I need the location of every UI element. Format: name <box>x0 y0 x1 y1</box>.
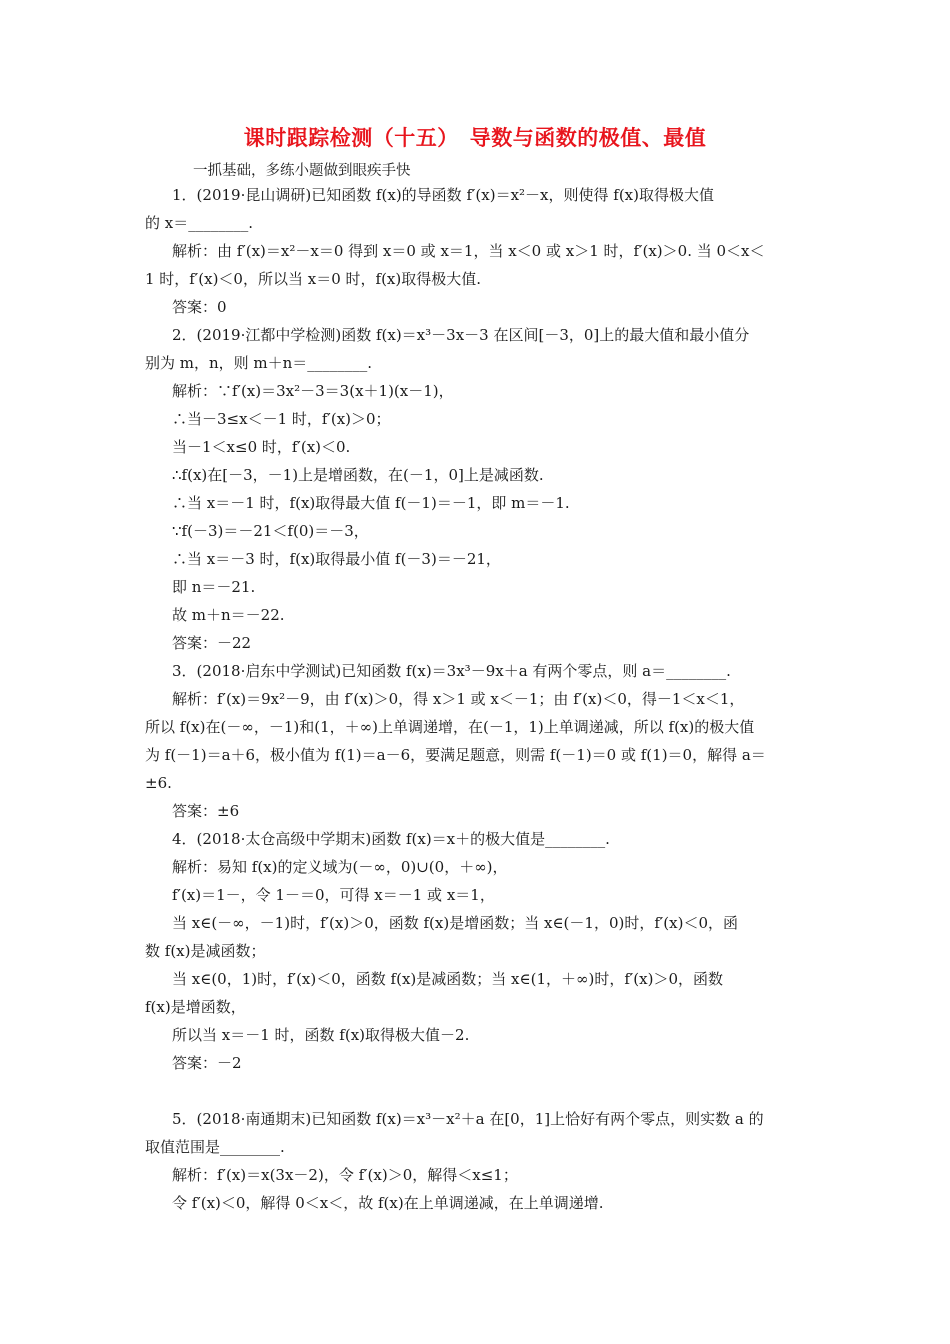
question-1-line-1: 1．(2019·昆山调研)已知函数 f(x)的导函数 f′(x)＝x²－x，则使得 f(x)取得极大值 <box>172 186 714 204</box>
page-title: 课时跟踪检测（十五） 导数与函数的极值、最值 <box>243 126 707 150</box>
question-5-line-2: 取值范围是________. <box>145 1138 285 1156</box>
solution-2-line-1: 解析：∵f′(x)＝3x²－3＝3(x＋1)(x－1)， <box>172 382 454 400</box>
question-5-line-1: 5．(2018·南通期末)已知函数 f(x)＝x³－x²＋a 在[0，1]上恰好有两个零点，则实数 a 的 <box>172 1110 764 1128</box>
solution-2-line-2: ∴当－3≤x＜－1 时，f′(x)＞0； <box>172 410 391 428</box>
question-4: 4．(2018·太仓高级中学期末)函数 f(x)＝x＋的极大值是________. <box>172 830 610 848</box>
solution-3-line-2: 所以 f(x)在(－∞，－1)和(1，＋∞)上单调递增，在(－1，1)上单调递减，所以 f(x)的极大值 <box>145 718 755 736</box>
question-3: 3．(2018·启东中学测试)已知函数 f(x)＝3x³－9x＋a 有两个零点，则 a＝________. <box>172 662 731 680</box>
solution-4-line-1: 解析：易知 f(x)的定义域为(－∞，0)∪(0，＋∞)， <box>172 858 508 876</box>
solution-5-line-2: 令 f′(x)＜0，解得 0＜x＜，故 f(x)在上单调递减，在上单调递增. <box>172 1194 604 1212</box>
solution-2-line-4: ∴f(x)在[－3，－1)上是增函数，在(－1，0]上是减函数. <box>172 466 544 484</box>
question-2-line-1: 2．(2019·江都中学检测)函数 f(x)＝x³－3x－3 在区间[－3，0]上的最大值和最小值分 <box>172 326 750 344</box>
section-subtitle: 一抓基础，多练小题做到眼疾手快 <box>193 163 411 179</box>
solution-1-line-2: 1 时，f′(x)＜0，所以当 x＝0 时，f(x)取得极大值. <box>145 270 482 288</box>
solution-4-line-3: 当 x∈(－∞，－1)时，f′(x)＞0，函数 f(x)是增函数；当 x∈(－1，0)时，f′(x)＜0，函 <box>172 914 739 932</box>
solution-4-line-2: f′(x)＝1－，令 1－＝0，可得 x＝－1 或 x＝1， <box>172 886 495 904</box>
solution-2-line-6: ∵f(－3)＝－21＜f(0)＝－3， <box>172 522 369 540</box>
solution-2-line-8: 即 n＝－21. <box>172 578 256 596</box>
solution-4-line-5: 当 x∈(0，1)时，f′(x)＜0，函数 f(x)是减函数；当 x∈(1，＋∞)时，f′(x)＞0，函数 <box>172 970 724 988</box>
solution-3-line-3: 为 f(－1)＝a＋6，极小值为 f(1)＝a－6，要满足题意，则需 f(－1)＝0 或 f(1)＝0，解得 a＝ <box>145 746 766 764</box>
question-1-line-2: 的 x＝________. <box>145 214 253 232</box>
solution-4-line-6: f(x)是增函数， <box>145 998 246 1016</box>
answer-3: 答案：±6 <box>172 802 240 820</box>
solution-5-line-1: 解析：f′(x)＝x(3x－2)，令 f′(x)＞0，解得＜x≤1； <box>172 1166 518 1184</box>
solution-3-line-1: 解析：f′(x)＝9x²－9，由 f′(x)＞0，得 x＞1 或 x＜－1；由 f′(x)＜0，得－1＜x＜1， <box>172 690 745 708</box>
solution-2-line-9: 故 m＋n＝－22. <box>172 606 285 624</box>
solution-1-line-1: 解析：由 f′(x)＝x²－x＝0 得到 x＝0 或 x＝1，当 x＜0 或 x＞1 时，f′(x)＞0. 当 0＜x＜ <box>172 242 765 260</box>
question-2-line-2: 别为 m，n，则 m＋n＝________. <box>145 354 373 372</box>
solution-3-line-4: ±6. <box>145 774 172 792</box>
solution-2-line-7: ∴当 x＝－3 时，f(x)取得最小值 f(－3)＝－21， <box>172 550 501 568</box>
answer-1: 答案：0 <box>172 298 227 316</box>
answer-4: 答案：－2 <box>172 1054 242 1072</box>
solution-2-line-3: 当－1＜x≤0 时，f′(x)＜0. <box>172 438 351 456</box>
solution-4-line-4: 数 f(x)是减函数； <box>145 942 266 960</box>
answer-2: 答案：－22 <box>172 634 252 652</box>
solution-2-line-5: ∴当 x＝－1 时，f(x)取得最大值 f(－1)＝－1，即 m＝－1. <box>172 494 570 512</box>
solution-4-line-7: 所以当 x＝－1 时，函数 f(x)取得极大值－2. <box>172 1026 470 1044</box>
